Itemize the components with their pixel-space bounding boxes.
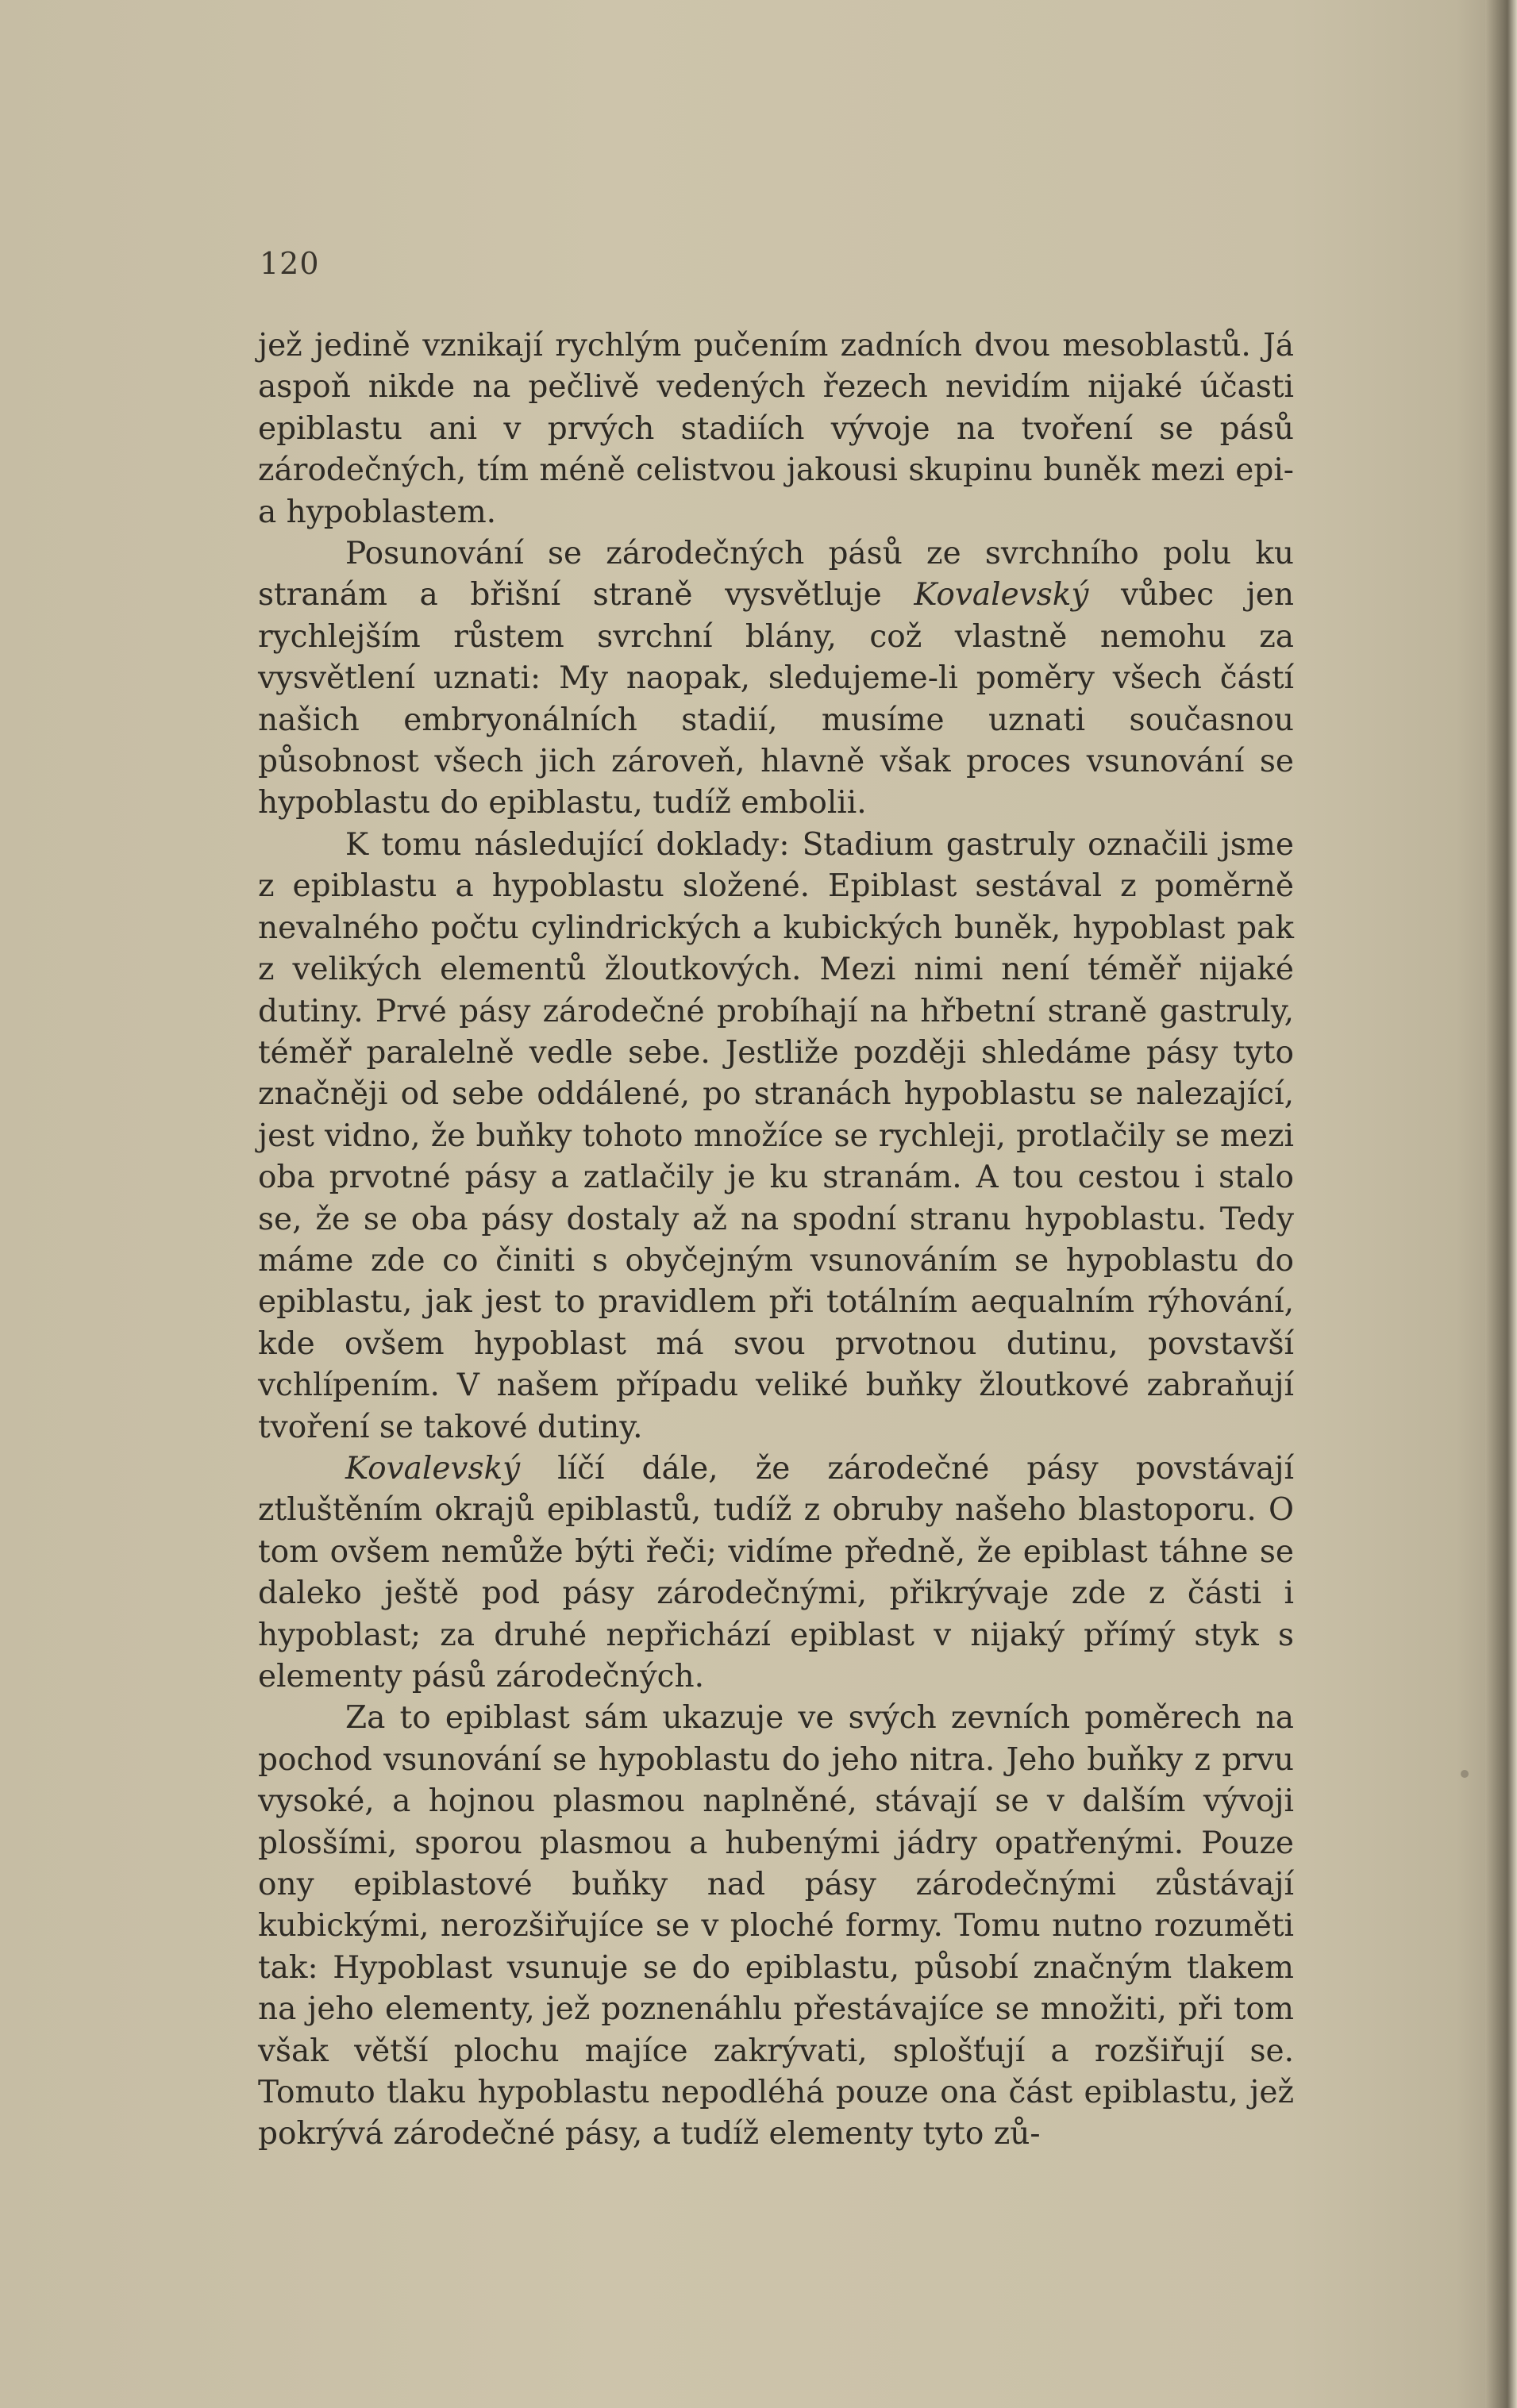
body-text — [258, 325, 1294, 2156]
paragraph-3: K tomu následující doklady: Stadium gastruly označili jsme z epiblastu a hypoblastu složené. Epiblast sestával z poměrně nevalného počtu cylindrických a kubických buněk, hypoblast pak z velikých elementů žloutkových. Mezi nimi není téměř nijaké dutiny. Prvé pásy zárodečné probíhají na hřbetní straně gastruly, téměř paralelně vedle sebe. Jestliže později shledáme pásy tyto značněji od sebe oddálené, po stranách hypoblastu se nalezající, jest vidno, že buňky tohoto množíce se rychleji, protlačily se mezi oba prvotné pásy a zatlačily je ku stranám. A tou cestou i stalo se, že se oba pásy dostaly až na spodní stranu hypoblastu. Tedy máme zde co činiti s obyčejným vsunováním se hypoblastu do epiblastu, jak jest to pravidlem při totálním aequalním rýhování, kde ovšem hypoblast má svou prvotnou dutinu, povstavší vchlípením. V našem případu veliké buňky žloutkové zabraňují tvoření se takové dutiny. — [258, 826, 1294, 1445]
paragraph-2-text-after: vůbec jen rychlejším růstem svrchní blány, což vlastně nemohu za vysvětlení uznati: My naopak, sledujeme-li poměry všech částí našich embryonálních stadií, musíme uznati současnou působnost všech jich zároveň, hlavně však proces vsunování se hypoblastu do epiblastu, tudíž embolii. — [258, 577, 1294, 821]
paragraph-2 — [258, 533, 1294, 825]
author-name-italic: Kovalevský — [345, 1450, 521, 1487]
paragraph-4-text: líčí dále, že zárodečné pásy povstávají ztluštěním okrajů epiblastů, tudíž z obruby našeho blastoporu. O tom ovšem nemůže býti řeči; vidíme předně, že epiblast táhne se daleko ještě pod pásy zárodečnými, přikrývaje zde z části i hypoblast; za druhé nepřichází epiblast v nijaký přímý styk s elementy pásů zárodečných. — [258, 1450, 1294, 1694]
author-name-italic: Kovalevský — [914, 577, 1089, 614]
page-number: 120 — [260, 246, 320, 281]
paragraph-2-text-before: Posunování se zárodečných pásů ze svrchního polu ku stranám a břišní straně vysvětluje — [258, 536, 1294, 614]
paragraph-5: Za to epiblast sám ukazuje ve svých zevních poměrech na pochod vsunování se hypoblastu do jeho nitra. Jeho buňky z prvu vysoké, a hojnou plasmou naplněné, stávají se v dalším vývoji plosšími, sporou plasmou a hubenými jádry opatřenými. Pouze ony epiblastové buňky nad pásy zárodečnými zůstávají kubickými, nerozšiřujíce se v ploché formy. Tomu nutno rozuměti tak: Hypoblast vsunuje se do epiblastu, působí značným tlakem na jeho elementy, jež poznenáhlu přestávajíce se množiti, při tom však větší plochu majíce zakrývati, splošťují a rozšiřují se. Tomuto tlaku hypoblastu nepodléhá pouze ona část epiblastu, jež pokrývá zárodečné pásy, a tudíž elementy tyto zů- — [258, 1700, 1294, 2152]
paragraph-1: jež jedině vznikají rychlým pučením zadních dvou mesoblastů. Já aspoň nikde na pečlivě vedených řezech nevidím nijaké účasti epiblastu ani v prvých stadiích vývoje na tvoření se pásů zárodečných, tím méně celistvou jakousi skupinu buněk mezi epi- a hypoblastem. — [258, 328, 1294, 530]
book-binding-edge — [1485, 0, 1517, 2408]
paper-blemish — [1461, 1770, 1469, 1778]
paragraph-4 — [258, 1448, 1294, 1698]
